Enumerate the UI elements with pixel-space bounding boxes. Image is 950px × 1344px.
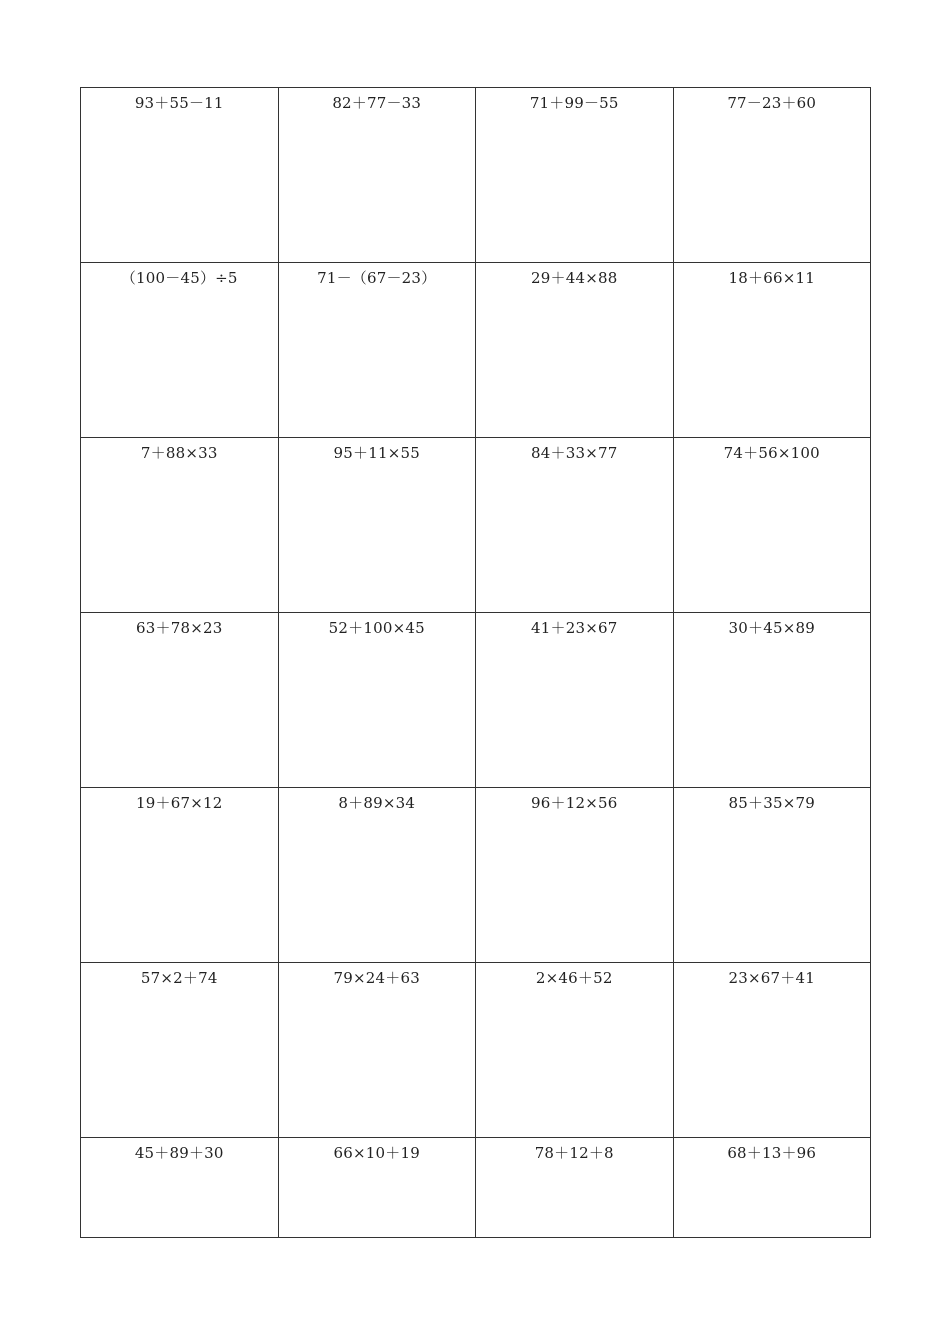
problem-cell[interactable] (278, 963, 476, 1138)
problem-expression: 7＋88×33 (140, 444, 218, 462)
problem-cell[interactable] (278, 613, 476, 788)
problem-expression: 74＋56×100 (723, 444, 820, 462)
worksheet-row-5 (81, 788, 871, 963)
problem-cell[interactable] (278, 788, 476, 963)
problem-expression: 66×10＋19 (333, 1144, 420, 1162)
problem-cell[interactable] (476, 1138, 674, 1238)
worksheet-row-2 (81, 263, 871, 438)
problem-cell[interactable] (278, 438, 476, 613)
problem-expression: 71－（67－23） (317, 269, 437, 287)
problem-expression: 57×2＋74 (140, 969, 218, 987)
problem-expression: 18＋66×11 (728, 269, 815, 287)
problem-expression: 95＋11×55 (333, 444, 420, 462)
problem-cell[interactable] (81, 613, 279, 788)
problem-cell[interactable] (81, 788, 279, 963)
problem-expression: 96＋12×56 (531, 794, 618, 812)
problem-cell[interactable] (476, 788, 674, 963)
problem-cell[interactable] (476, 88, 674, 263)
problem-cell[interactable] (476, 438, 674, 613)
problem-expression: 85＋35×79 (728, 794, 815, 812)
problem-expression: 2×46＋52 (535, 969, 613, 987)
problem-expression: 45＋89＋30 (134, 1144, 224, 1162)
problem-cell[interactable] (673, 438, 871, 613)
problem-expression: 68＋13＋96 (727, 1144, 817, 1162)
problem-cell[interactable] (81, 438, 279, 613)
problem-cell[interactable] (673, 263, 871, 438)
problem-expression: （100－45）÷5 (120, 269, 238, 287)
problem-cell[interactable] (476, 263, 674, 438)
problem-expression: 79×24＋63 (333, 969, 420, 987)
problem-cell[interactable] (673, 788, 871, 963)
problem-cell[interactable] (673, 963, 871, 1138)
problem-expression: 63＋78×23 (136, 619, 223, 637)
problem-expression: 71＋99－55 (529, 94, 619, 112)
problem-expression: 93＋55－11 (134, 94, 224, 112)
problem-cell[interactable] (673, 613, 871, 788)
worksheet-row-4 (81, 613, 871, 788)
worksheet-row-1 (81, 88, 871, 263)
problem-cell[interactable] (81, 88, 279, 263)
problem-expression: 78＋12＋8 (534, 1144, 614, 1162)
problem-cell[interactable] (476, 613, 674, 788)
problem-cell[interactable] (81, 1138, 279, 1238)
worksheet-row-6 (81, 963, 871, 1138)
problem-expression: 29＋44×88 (531, 269, 618, 287)
problem-cell[interactable] (81, 263, 279, 438)
problem-expression: 82＋77－33 (332, 94, 422, 112)
problem-cell[interactable] (278, 263, 476, 438)
worksheet-row-3 (81, 438, 871, 613)
problem-cell[interactable] (476, 963, 674, 1138)
problem-cell[interactable] (278, 88, 476, 263)
calculation-worksheet-grid (80, 87, 871, 1238)
problem-expression: 84＋33×77 (531, 444, 618, 462)
problem-expression: 30＋45×89 (728, 619, 815, 637)
problem-expression: 52＋100×45 (328, 619, 425, 637)
problem-expression: 19＋67×12 (136, 794, 223, 812)
problem-expression: 41＋23×67 (531, 619, 618, 637)
problem-cell[interactable] (278, 1138, 476, 1238)
problem-cell[interactable] (673, 88, 871, 263)
problem-cell[interactable] (81, 963, 279, 1138)
problem-expression: 77－23＋60 (727, 94, 817, 112)
problem-expression: 8＋89×34 (338, 794, 416, 812)
problem-expression: 23×67＋41 (728, 969, 815, 987)
problem-cell[interactable] (673, 1138, 871, 1238)
worksheet-row-7 (81, 1138, 871, 1238)
